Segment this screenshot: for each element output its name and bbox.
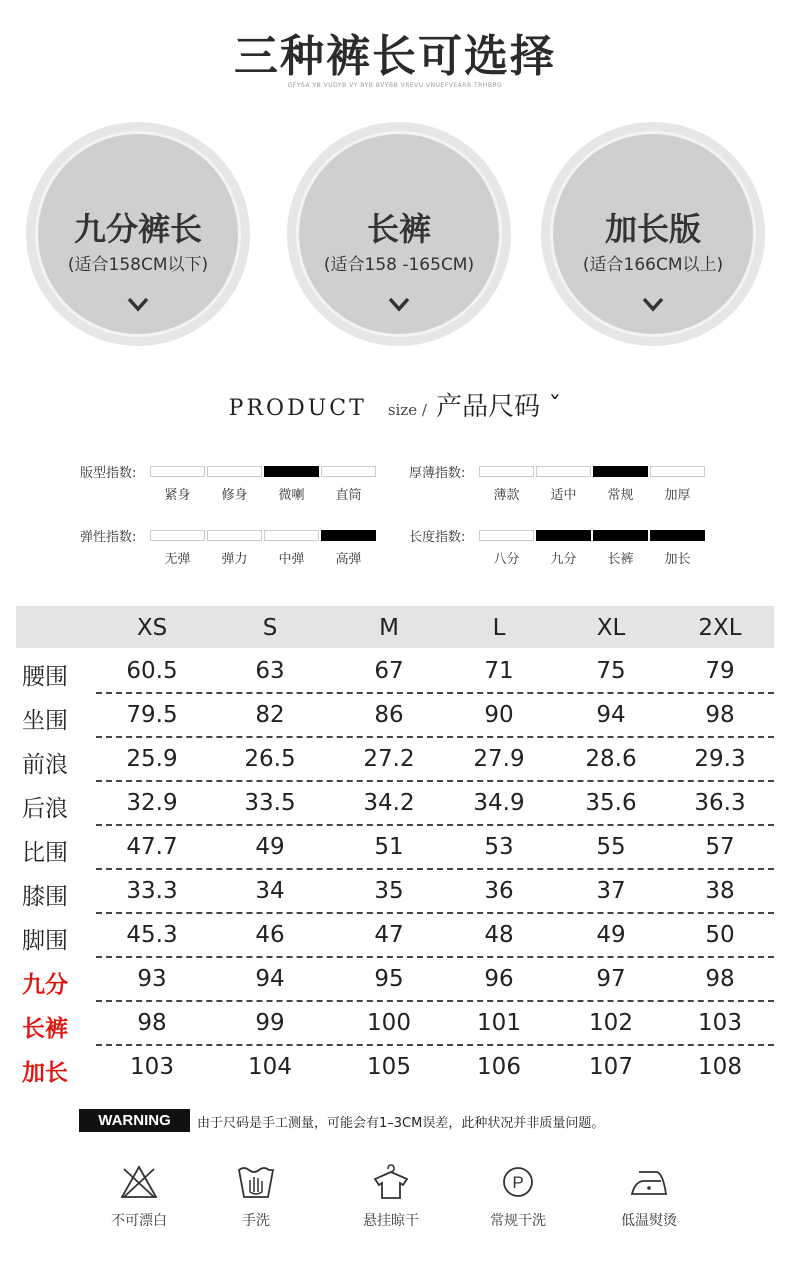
size-cell: 60.5 [126, 658, 178, 684]
length-title: 长裤 [366, 210, 431, 248]
size-cell: 101 [477, 1010, 521, 1036]
index-bar-active [264, 466, 319, 477]
size-cell: 86 [374, 702, 404, 728]
index-bar [479, 466, 534, 477]
index-option: 八分 [493, 552, 520, 567]
index-option: 弹力 [221, 552, 248, 567]
length-option-long [541, 122, 765, 346]
size-cell: 104 [248, 1054, 292, 1080]
product-heading-en: PRODUCT [228, 396, 367, 421]
row-divider [96, 780, 774, 782]
length-range: (适合166CM以上) [582, 255, 724, 275]
care-label: 常规干洗 [490, 1213, 546, 1229]
size-cell: 33.5 [244, 790, 296, 816]
size-cell: 35 [374, 878, 404, 904]
size-header-cell: S [262, 615, 278, 641]
size-cell: 47.7 [126, 834, 178, 860]
size-cell: 106 [477, 1054, 521, 1080]
length-range: (适合158 -165CM) [323, 255, 475, 275]
size-cell: 37 [596, 878, 626, 904]
index-bar [536, 466, 591, 477]
index-option: 适中 [550, 488, 577, 503]
care-dry-clean [463, 1164, 573, 1230]
index-option: 长裤 [607, 552, 634, 567]
size-cell: 103 [698, 1010, 742, 1036]
index-option: 高弹 [335, 552, 362, 567]
index-bar [321, 466, 376, 477]
index-label: 厚薄指数: [409, 466, 466, 481]
care-no-bleach [84, 1164, 194, 1230]
size-cell: 94 [255, 966, 285, 992]
care-label: 手洗 [242, 1213, 270, 1229]
circle-inner [35, 131, 241, 337]
index-option: 中弹 [278, 552, 305, 567]
product-heading-cn: 产品尺码 ˇ [436, 392, 562, 422]
size-cell: 108 [698, 1054, 742, 1080]
hang-dry-icon [371, 1164, 411, 1200]
size-cell: 26.5 [244, 746, 296, 772]
index-option: 加长 [664, 552, 691, 567]
length-title: 加长版 [604, 210, 701, 248]
size-cell: 79.5 [126, 702, 178, 728]
size-cell: 103 [130, 1054, 174, 1080]
care-hand-wash [201, 1164, 311, 1230]
care-hang-dry [336, 1164, 446, 1230]
size-cell: 50 [705, 922, 735, 948]
circle-inner [550, 131, 756, 337]
size-header-cell: XS [136, 615, 168, 641]
length-option-regular [287, 122, 511, 346]
size-cell: 75 [596, 658, 626, 684]
size-row-label: 坐围 [22, 708, 68, 734]
size-cell: 97 [596, 966, 626, 992]
length-title: 九分裤长 [73, 210, 202, 248]
row-divider [96, 824, 774, 826]
size-row-label: 前浪 [22, 752, 68, 778]
index-bar [264, 530, 319, 541]
index-bar-active [536, 530, 591, 541]
index-label: 长度指数: [409, 530, 466, 545]
row-divider [96, 956, 774, 958]
size-cell: 98 [705, 966, 735, 992]
size-cell: 34.9 [473, 790, 525, 816]
size-cell: 96 [484, 966, 514, 992]
size-cell: 55 [596, 834, 626, 860]
index-bar [650, 466, 705, 477]
size-cell: 79 [705, 658, 735, 684]
index-option: 常规 [607, 488, 634, 503]
size-cell: 27.2 [363, 746, 415, 772]
chevron-down-icon [553, 296, 753, 312]
index-label: 弹性指数: [80, 530, 137, 545]
size-row-label: 比围 [22, 840, 68, 866]
size-cell: 49 [255, 834, 285, 860]
row-divider [96, 736, 774, 738]
size-cell: 29.3 [694, 746, 746, 772]
size-cell: 100 [367, 1010, 411, 1036]
chevron-down-icon [38, 296, 238, 312]
size-row-label: 加长 [22, 1060, 68, 1086]
row-divider [96, 692, 774, 694]
circle-inner [296, 131, 502, 337]
size-cell: 71 [484, 658, 514, 684]
chevron-down-icon [299, 296, 499, 312]
index-bar [479, 530, 534, 541]
size-cell: 47 [374, 922, 404, 948]
size-cell: 48 [484, 922, 514, 948]
size-cell: 82 [255, 702, 285, 728]
size-cell: 67 [374, 658, 404, 684]
size-row-label: 腰围 [22, 664, 68, 690]
index-bar-active [593, 530, 648, 541]
index-option: 紧身 [164, 488, 191, 503]
index-bar-active [650, 530, 705, 541]
length-option-cropped [26, 122, 250, 346]
index-bar [150, 530, 205, 541]
page-subtitle: GFYSA YB VUDYB VY BYB BVYBB VREVU VNUEFVEARB TRHBRG [287, 82, 503, 89]
size-cell: 34.2 [363, 790, 415, 816]
size-cell: 25.9 [126, 746, 178, 772]
index-option: 无弹 [164, 552, 191, 567]
index-option: 九分 [550, 552, 577, 567]
row-divider [96, 868, 774, 870]
index-bar [207, 530, 262, 541]
size-row-label: 膝围 [22, 884, 68, 910]
low-iron-icon [629, 1164, 669, 1200]
size-cell: 36 [484, 878, 514, 904]
care-low-iron [594, 1164, 704, 1230]
size-cell: 63 [255, 658, 285, 684]
size-header-cell: M [379, 615, 399, 641]
index-option: 修身 [221, 488, 248, 503]
care-label: 低温熨烫 [621, 1213, 677, 1229]
size-cell: 51 [374, 834, 404, 860]
row-divider [96, 1000, 774, 1002]
warning-badge: WARNING [79, 1109, 190, 1132]
size-cell: 57 [705, 834, 735, 860]
index-bar-active [593, 466, 648, 477]
length-range: (适合158CM以下) [67, 255, 209, 275]
size-cell: 94 [596, 702, 626, 728]
row-divider [96, 1044, 774, 1046]
size-cell: 99 [255, 1010, 285, 1036]
index-option: 微喇 [278, 488, 305, 503]
index-label: 版型指数: [80, 466, 137, 481]
size-cell: 28.6 [585, 746, 637, 772]
size-row-label: 脚围 [22, 928, 68, 954]
size-row-label: 后浪 [22, 796, 68, 822]
svg-text:P: P [512, 1173, 524, 1192]
page-title: 三种裤长可选择 [234, 31, 556, 82]
size-cell: 95 [374, 966, 404, 992]
size-cell: 45.3 [126, 922, 178, 948]
size-cell: 90 [484, 702, 514, 728]
size-header-cell: 2XL [698, 615, 742, 641]
warning-text: 由于尺码是手工测量，可能会有1–3CM误差，此种状况并非质量问题。 [197, 1116, 605, 1131]
size-row-label: 长裤 [22, 1016, 68, 1042]
size-cell: 98 [137, 1010, 167, 1036]
index-bar-active [321, 530, 376, 541]
size-cell: 36.3 [694, 790, 746, 816]
size-row-label: 九分 [22, 972, 68, 998]
index-option: 直筒 [335, 488, 362, 503]
size-cell: 38 [705, 878, 735, 904]
care-label: 不可漂白 [111, 1213, 167, 1229]
size-cell: 32.9 [126, 790, 178, 816]
size-header-cell: XL [596, 615, 626, 641]
size-cell: 34 [255, 878, 285, 904]
row-divider [96, 912, 774, 914]
product-size-heading [0, 386, 790, 423]
size-cell: 93 [137, 966, 167, 992]
size-cell: 46 [255, 922, 285, 948]
care-label: 悬挂晾干 [363, 1213, 419, 1229]
size-cell: 98 [705, 702, 735, 728]
product-heading-size: size / [387, 401, 427, 419]
size-cell: 102 [589, 1010, 633, 1036]
index-bar [150, 466, 205, 477]
size-cell: 35.6 [585, 790, 637, 816]
size-header-cell: L [492, 615, 506, 641]
size-cell: 27.9 [473, 746, 525, 772]
size-cell: 105 [367, 1054, 411, 1080]
size-cell: 49 [596, 922, 626, 948]
size-cell: 53 [484, 834, 514, 860]
size-cell: 33.3 [126, 878, 178, 904]
dry-clean-icon [498, 1164, 538, 1200]
hand-wash-icon [236, 1164, 276, 1200]
no-bleach-icon [119, 1164, 159, 1200]
index-option: 薄款 [493, 488, 520, 503]
index-option: 加厚 [664, 488, 691, 503]
index-bar [207, 466, 262, 477]
size-cell: 107 [589, 1054, 633, 1080]
